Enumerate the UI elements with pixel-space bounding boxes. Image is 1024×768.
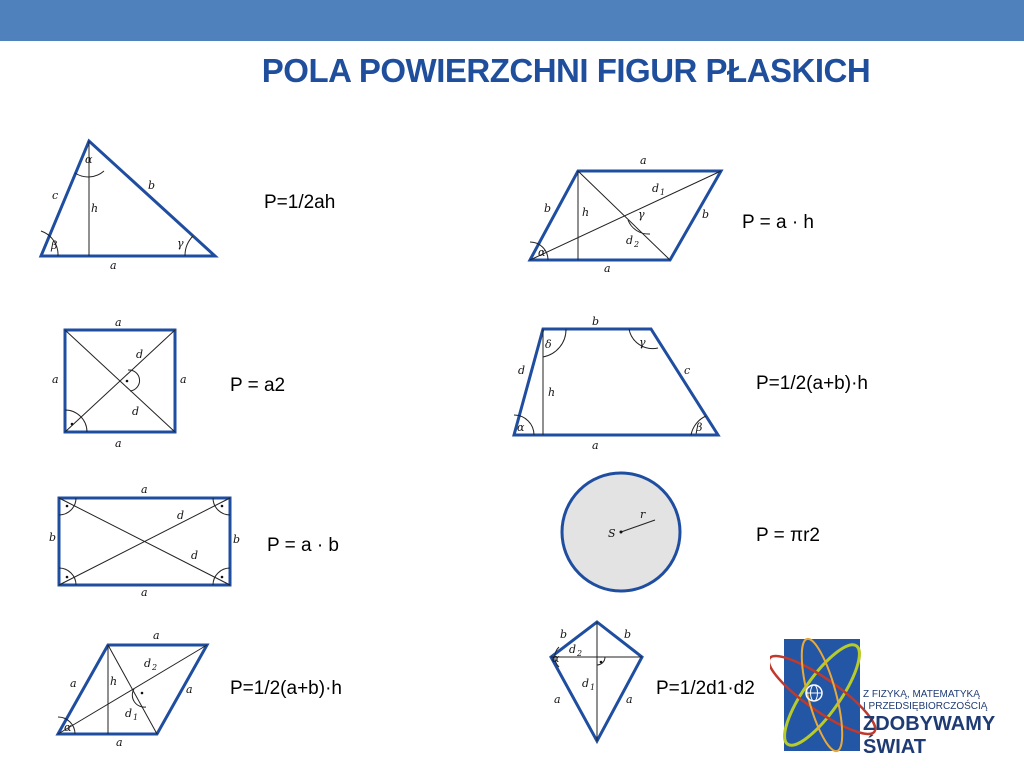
height-h-label: h: [548, 386, 556, 399]
angle-delta-label: δ: [545, 338, 552, 351]
rectangle-figure: [45, 481, 245, 599]
side-b-left-label: b: [544, 202, 552, 215]
rhombus-figure: [50, 627, 220, 751]
diagonal-d2-subscript: 2: [634, 240, 640, 249]
side-a-label: a: [110, 259, 117, 272]
center-s-label: S: [608, 527, 616, 540]
angle-beta-label: β: [51, 239, 58, 252]
angle-gamma-label: γ: [638, 208, 645, 221]
diagonal-d1-subscript: 1: [133, 713, 139, 722]
angle-alpha-label: α: [517, 421, 525, 434]
side-a-bottom-label: a: [115, 437, 122, 450]
side-b-label: b: [148, 179, 156, 192]
diagonal-d2-label: d: [569, 643, 577, 656]
logo-line-1: Z FIZYKĄ, MATEMATYKĄ: [863, 689, 980, 700]
diagonal-d-label: d: [136, 348, 144, 361]
height-h-label: h: [582, 206, 590, 219]
diagonal-d-label-2: d: [191, 549, 199, 562]
side-b-left-label: b: [560, 628, 568, 641]
logo-line-2: I PRZEDSIĘBIORCZOŚCIĄ: [863, 701, 988, 712]
side-c-label: c: [684, 364, 691, 377]
project-logo: [770, 625, 1024, 765]
diagonal-d-label-2: d: [132, 405, 140, 418]
height-h-label: h: [110, 675, 118, 688]
trapezoid-formula: P=1/2(a+b)·h: [756, 373, 868, 394]
radius-r-label: r: [640, 508, 646, 521]
rectangle-formula: P = a · b: [267, 535, 340, 556]
diagonal-d1-label: d: [582, 677, 590, 690]
side-c-label: c: [52, 189, 59, 202]
side-a-bottom-label: a: [116, 736, 123, 749]
side-a-top-label: a: [141, 483, 148, 496]
diagonal-d1-subscript: 1: [590, 683, 596, 692]
parallelogram-formula: P = a · h: [742, 212, 815, 233]
angle-gamma-label: γ: [177, 237, 184, 250]
side-a-left-label: a: [70, 677, 77, 690]
angle-alpha-label: α: [538, 246, 546, 259]
side-b-right-label: b: [624, 628, 632, 641]
side-b-right-label: b: [233, 533, 241, 546]
angle-alpha-label: α: [552, 652, 560, 665]
side-a-top-label: a: [640, 154, 647, 167]
side-a-label: a: [592, 439, 599, 452]
side-a-top-label: a: [115, 316, 122, 329]
side-d-label: d: [518, 364, 526, 377]
kite-formula: P=1/2d1·d2: [656, 678, 755, 699]
circle-formula: P = πr2: [756, 525, 820, 546]
triangle-figure: [35, 135, 225, 275]
kite-figure: [540, 615, 650, 745]
angle-alpha-label: α: [85, 153, 93, 166]
side-b-left-label: b: [49, 531, 57, 544]
triangle-formula: P=1/2ah: [264, 192, 336, 213]
side-a-bottom-label: a: [141, 586, 148, 599]
diagonal-d-label: d: [177, 509, 185, 522]
diagonal-d2-label: d: [626, 234, 634, 247]
height-h-label: h: [91, 202, 99, 215]
page-title: POLA POWIERZCHNI FIGUR PŁASKICH: [261, 52, 871, 89]
diagonal-d2-subscript: 2: [152, 663, 158, 672]
angle-alpha-label: α: [64, 721, 72, 734]
diagonal-d1-label: d: [652, 182, 660, 195]
diagonal-d1-subscript: 1: [660, 188, 666, 197]
trapezoid-figure: [505, 312, 730, 454]
rhombus-formula: P=1/2(a+b)·h: [230, 678, 342, 699]
side-b-label: b: [592, 315, 600, 328]
side-a-bottom-label: a: [604, 262, 611, 275]
side-a-right-label: a: [626, 693, 633, 706]
side-a-left-label: a: [52, 373, 59, 386]
square-figure: [48, 315, 198, 453]
angle-gamma-label: γ: [639, 336, 646, 349]
circle-figure: [555, 470, 690, 596]
diagonal-d2-subscript: 2: [577, 649, 583, 658]
side-a-right-label: a: [180, 373, 187, 386]
diagonal-d1-label: d: [125, 707, 133, 720]
angle-beta-label: β: [696, 421, 703, 434]
diagonal-d2-label: d: [144, 657, 152, 670]
header-bar: [0, 0, 1024, 41]
logo-line-3: ZDOBYWAMY: [863, 713, 996, 735]
side-b-right-label: b: [702, 208, 710, 221]
logo-line-4: ŚWIAT: [863, 736, 926, 758]
side-a-left-label: a: [554, 693, 561, 706]
side-a-top-label: a: [153, 629, 160, 642]
square-formula: P = a2: [230, 375, 286, 396]
parallelogram-figure: [520, 152, 730, 278]
side-a-right-label: a: [186, 683, 193, 696]
